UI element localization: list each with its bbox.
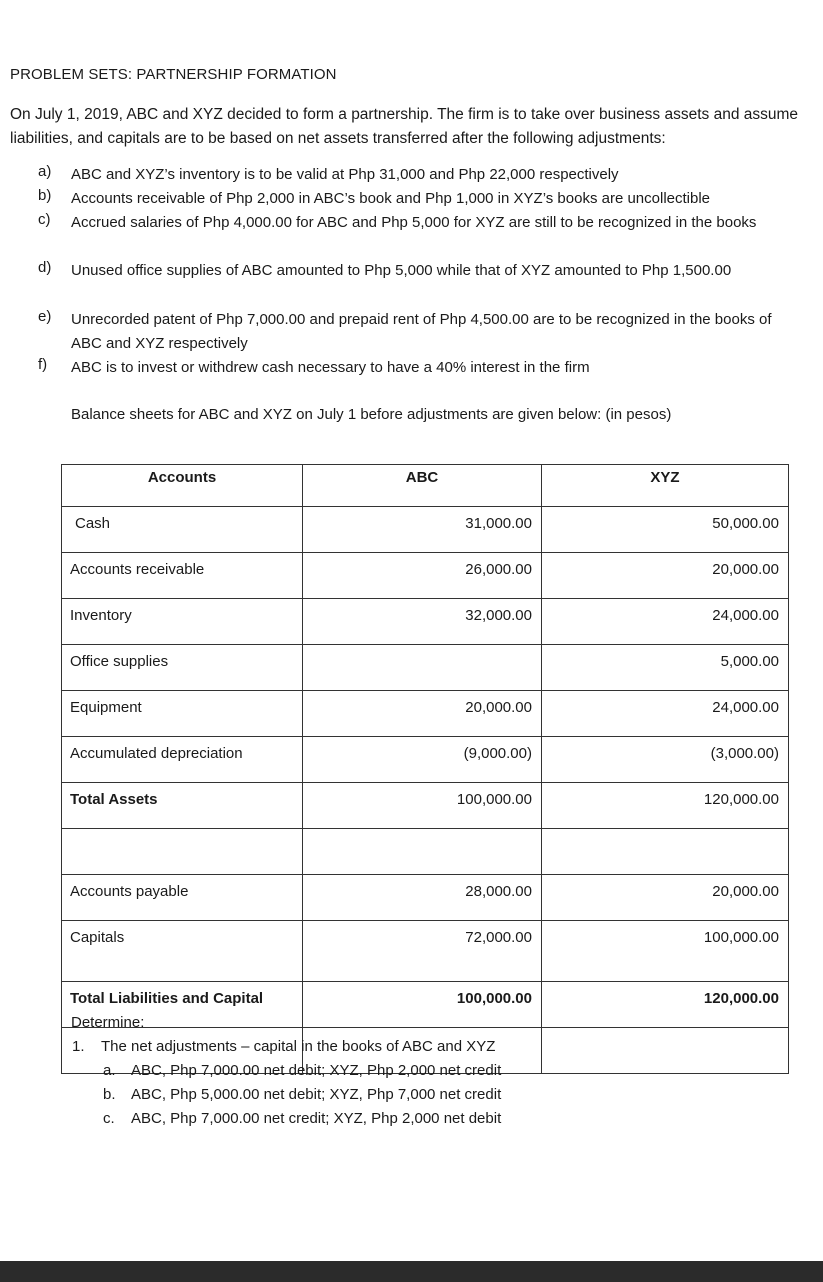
adjustment-text: ABC and XYZ’s inventory is to be valid at Php 31,000 and Php 22,000 respectively xyxy=(71,166,619,183)
account-name: Cash xyxy=(62,507,303,553)
empty-cell xyxy=(542,829,789,875)
table-row xyxy=(62,691,789,737)
xyz-value: 5,000.00 xyxy=(542,645,789,691)
table-row-total-assets xyxy=(62,783,789,829)
table-row xyxy=(62,875,789,921)
table-row-empty xyxy=(62,829,789,875)
xyz-value: 100,000.00 xyxy=(542,921,789,982)
option-text: ABC, Php 5,000.00 net debit; XYZ, Php 7,000 net credit xyxy=(131,1086,502,1103)
empty-cell xyxy=(62,829,303,875)
adjustment-letter: f) xyxy=(38,356,48,373)
xyz-value: 24,000.00 xyxy=(542,599,789,645)
adjustment-text: Accrued salaries of Php 4,000.00 for ABC and Php 5,000 for XYZ are still to be recognized in the books xyxy=(71,214,757,231)
account-name: Accounts receivable xyxy=(62,553,303,599)
table-header-row xyxy=(62,465,789,507)
xyz-value: 20,000.00 xyxy=(542,875,789,921)
option-letter: a. xyxy=(103,1062,116,1079)
xyz-value: 24,000.00 xyxy=(542,691,789,737)
header-accounts: Accounts xyxy=(62,465,303,507)
table-row xyxy=(62,737,789,783)
abc-value: 100,000.00 xyxy=(303,982,542,1028)
table-row xyxy=(62,599,789,645)
xyz-value: 50,000.00 xyxy=(542,507,789,553)
table-row xyxy=(62,645,789,691)
header-xyz: XYZ xyxy=(542,465,789,507)
abc-value: 26,000.00 xyxy=(303,553,542,599)
option-text: ABC, Php 7,000.00 net debit; XYZ, Php 2,000 net credit xyxy=(131,1062,502,1079)
account-name: Inventory xyxy=(62,599,303,645)
xyz-value: 20,000.00 xyxy=(542,553,789,599)
bottom-bar xyxy=(0,1261,823,1282)
adjustment-letter: a) xyxy=(38,163,52,180)
xyz-value: 120,000.00 xyxy=(542,982,789,1028)
abc-value xyxy=(303,645,542,691)
adjustment-text: Unused office supplies of ABC amounted to Php 5,000 while that of XYZ amounted to Php 1,500.00 xyxy=(71,262,732,279)
adjustment-text: Unrecorded patent of Php 7,000.00 and prepaid rent of Php 4,500.00 are to be recognized in the books of ABC and XYZ respectively xyxy=(71,311,772,352)
adjustment-letter: c) xyxy=(38,211,51,228)
account-name: Equipment xyxy=(62,691,303,737)
option-text: ABC, Php 7,000.00 net credit; XYZ, Php 2,000 net debit xyxy=(131,1110,502,1127)
abc-value: 20,000.00 xyxy=(303,691,542,737)
balance-sheet-intro: Balance sheets for ABC and XYZ on July 1 before adjustments are given below: (in pesos) xyxy=(71,406,672,423)
intro-paragraph: On July 1, 2019, ABC and XYZ decided to form a partnership. The firm is to take over business assets and assume liabilities, and capitals are to be based on net assets transferred after the following adjustments: xyxy=(10,106,799,147)
adjustment-letter: d) xyxy=(38,259,52,276)
abc-value: 28,000.00 xyxy=(303,875,542,921)
account-name: Accumulated depreciation xyxy=(62,737,303,783)
abc-value: 32,000.00 xyxy=(303,599,542,645)
table-row xyxy=(62,553,789,599)
account-name: Total Liabilities and Capital xyxy=(62,982,303,1028)
abc-value: 72,000.00 xyxy=(303,921,542,982)
account-name: Capitals xyxy=(62,921,303,982)
abc-value: (9,000.00) xyxy=(303,737,542,783)
adjustment-letter: b) xyxy=(38,187,52,204)
option-letter: b. xyxy=(103,1086,116,1103)
adjustment-text: Accounts receivable of Php 2,000 in ABC’s book and Php 1,000 in XYZ’s books are uncollectible xyxy=(71,190,711,207)
account-name: Total Assets xyxy=(62,783,303,829)
header-abc: ABC xyxy=(303,465,542,507)
account-name: Office supplies xyxy=(62,645,303,691)
empty-cell xyxy=(303,829,542,875)
abc-value: 100,000.00 xyxy=(303,783,542,829)
adjustment-letter: e) xyxy=(38,308,52,325)
table-row xyxy=(62,921,789,982)
option-letter: c. xyxy=(103,1110,115,1127)
balance-sheet-table xyxy=(61,464,789,1074)
question-text: The net adjustments – capital in the books of ABC and XYZ xyxy=(101,1038,496,1055)
determine-label: Determine: xyxy=(71,1014,145,1031)
abc-value: 31,000.00 xyxy=(303,507,542,553)
xyz-value: (3,000.00) xyxy=(542,737,789,783)
table-row xyxy=(62,507,789,553)
table-row-total-liabilities-capital xyxy=(62,982,789,1028)
document-title: PROBLEM SETS: PARTNERSHIP FORMATION xyxy=(10,66,337,83)
account-name: Accounts payable xyxy=(62,875,303,921)
empty-cell xyxy=(542,1028,789,1074)
question-number: 1. xyxy=(72,1038,85,1055)
adjustment-text: ABC is to invest or withdrew cash necessary to have a 40% interest in the firm xyxy=(71,359,590,376)
xyz-value: 120,000.00 xyxy=(542,783,789,829)
